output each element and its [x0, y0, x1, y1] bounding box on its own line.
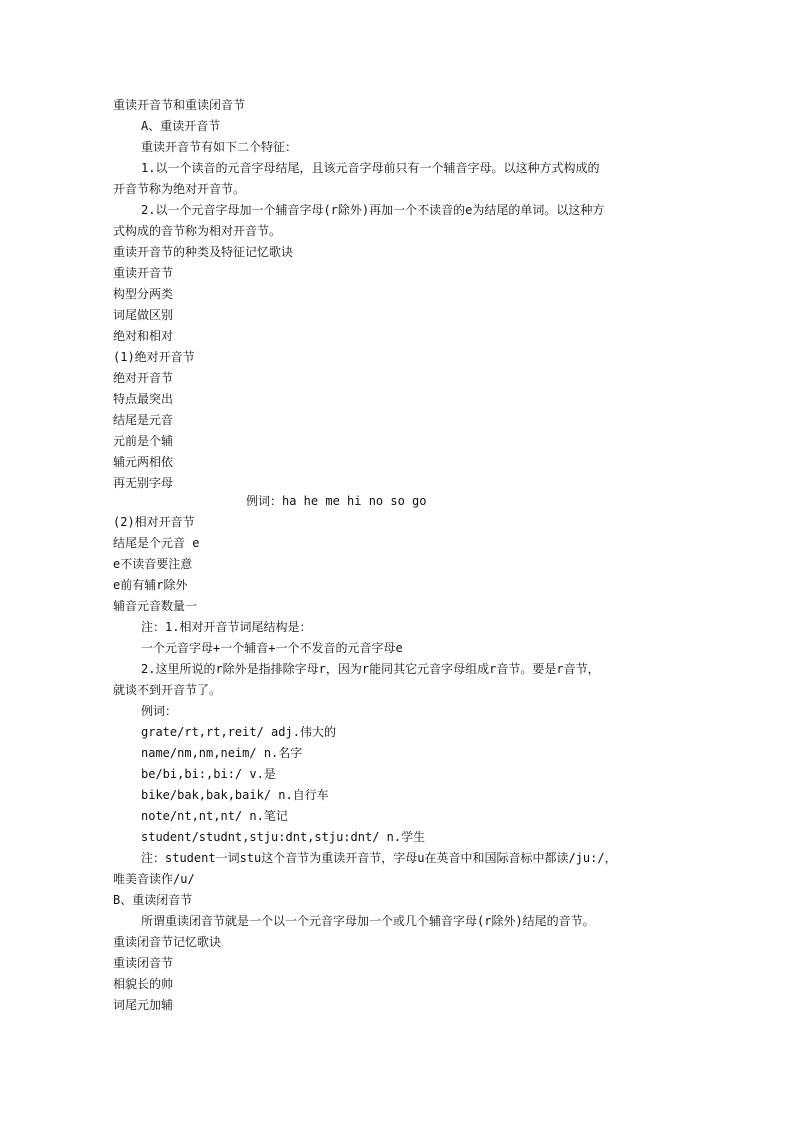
- example-entry: grate/rt,rt,reit/ adj.伟大的: [141, 725, 336, 739]
- example-words: 例词：ha he me hi no so go: [246, 494, 427, 508]
- verse-line: 词尾元加辅: [113, 998, 174, 1012]
- note-line: 注：student一词stu这个音节为重读开音节，字母u在英音中和国际音标中都读/ju:/，: [141, 851, 617, 865]
- text-line: 式构成的音节称为相对开音节。: [113, 224, 282, 238]
- verse-line: 辅音元音数量一: [113, 599, 198, 613]
- verse-line: 绝对开音节: [113, 371, 174, 385]
- verse-line: 重读闭音节: [113, 956, 174, 970]
- verse-line: 绝对和相对: [113, 329, 174, 343]
- verse-line: 构型分两类: [113, 287, 174, 301]
- verse-line: 词尾做区别: [113, 308, 174, 322]
- subsection-heading: (2)相对开音节: [113, 515, 195, 529]
- note-line: 2.这里所说的r除外是指排除字母r，因为r能同其它元音字母组成r音节。要是r音节，: [141, 662, 600, 676]
- verse-line: 重读开音节: [113, 266, 174, 280]
- note-line: 唯美音读作/u/: [113, 872, 195, 886]
- verse-line: 结尾是元音: [113, 413, 174, 427]
- section-heading-b: B、重读闭音节: [113, 893, 193, 907]
- note-line: 一个元音字母+一个辅音+一个不发音的元音字母e: [141, 641, 403, 655]
- example-entry: be/bi,bi:,bi:/ v.是: [141, 767, 276, 781]
- text-line: 重读闭音节记忆歌诀: [113, 935, 222, 949]
- example-label: 例词：: [141, 704, 178, 718]
- text-line: 所谓重读闭音节就是一个以一个元音字母加一个或几个辅音字母(r除外)结尾的音节。: [141, 914, 595, 928]
- verse-line: 再无别字母: [113, 476, 174, 490]
- example-entry: student/studnt,stju:dnt,stju:dnt/ n.学生: [141, 830, 426, 844]
- text-line: 开音节称为绝对开音节。: [113, 182, 246, 196]
- verse-line: 辅元两相依: [113, 455, 174, 469]
- example-entry: bike/bak,bak,baik/ n.自行车: [141, 788, 329, 802]
- verse-line: 相貌长的帅: [113, 977, 174, 991]
- verse-line: e不读音要注意: [113, 557, 193, 571]
- text-line: 1.以一个读音的元音字母结尾，且该元音字母前只有一个辅音字母。以这种方式构成的: [141, 161, 600, 175]
- note-line: 就谈不到开音节了。: [113, 683, 222, 697]
- example-entry: name/nm,nm,neim/ n.名字: [141, 746, 303, 760]
- subsection-heading: (1)绝对开音节: [113, 350, 195, 364]
- verse-line: 元前是个辅: [113, 434, 174, 448]
- text-line: 重读开音节有如下二个特征：: [141, 140, 298, 154]
- section-heading-a: A、重读开音节: [141, 119, 221, 133]
- verse-line: 结尾是个元音 e: [113, 536, 200, 550]
- example-entry: note/nt,nt,nt/ n.笔记: [141, 809, 288, 823]
- text-line: 2.以一个元音字母加一个辅音字母(r除外)再加一个不读音的e为结尾的单词。以这种方: [141, 203, 605, 217]
- note-line: 注：1.相对开音节词尾结构是：: [141, 620, 312, 634]
- doc-title: 重读开音节和重读闭音节: [113, 98, 246, 112]
- verse-line: 特点最突出: [113, 392, 174, 406]
- text-line: 重读开音节的种类及特征记忆歌诀: [113, 245, 294, 259]
- verse-line: e前有辅r除外: [113, 578, 188, 592]
